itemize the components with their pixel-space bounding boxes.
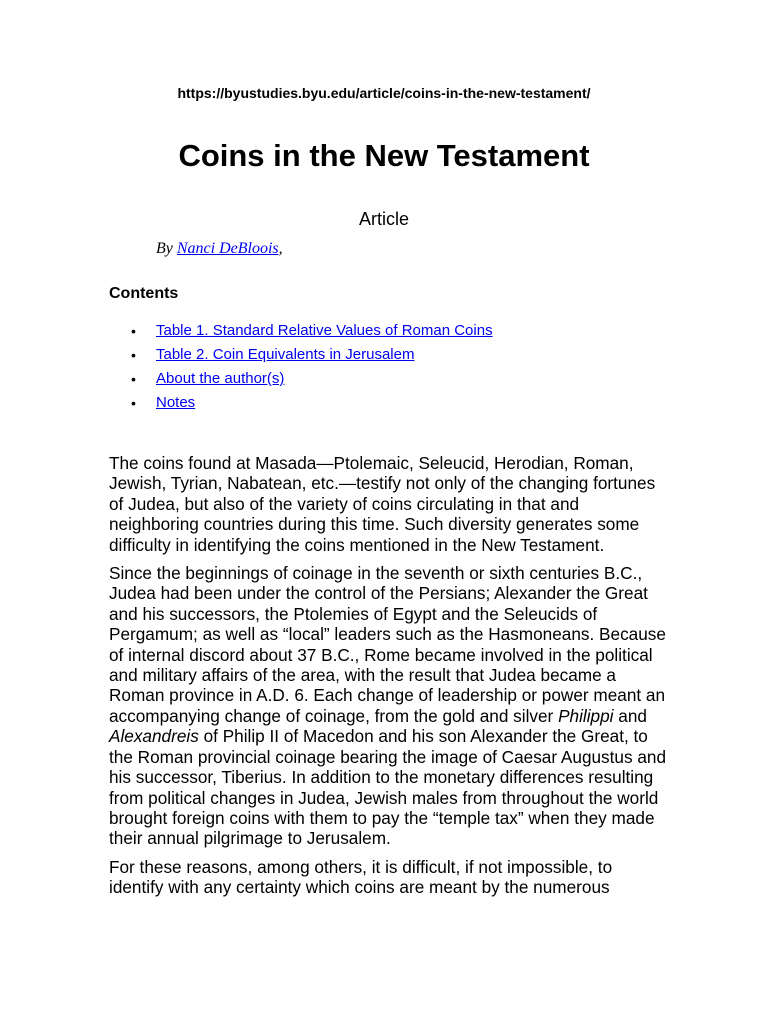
bullet-icon: • xyxy=(131,347,136,363)
paragraph-2-part-b: and xyxy=(613,705,647,726)
page-title: Coins in the New Testament xyxy=(178,138,590,173)
byline-suffix: , xyxy=(278,240,283,257)
contents-heading: Contents xyxy=(109,285,179,302)
bullet-icon: • xyxy=(131,395,136,411)
article-body xyxy=(109,453,669,906)
byline-prefix: By xyxy=(156,240,177,257)
term-philippi: Philippi xyxy=(558,705,614,726)
paragraph-2-part-c: of Philip II of Macedon and his son Alexander the Great, to the Roman provincial coinage bearing the image of Caesar Augustus and his successor, Tiberius. In addition to the monetary differences resulting from political changes in Judea, Jewish males from throughout the world brought foreign coins with them to pay the “temple tax” when they made their annual pilgrimage to Jerusalem. xyxy=(109,726,667,849)
toc-link-notes[interactable]: Notes xyxy=(156,394,196,411)
paragraph-3: For these reasons, among others, it is difficult, if not impossible, to identify with any certainty which coins are meant by the numerous xyxy=(109,856,613,898)
toc-item xyxy=(109,320,493,344)
bullet-icon: • xyxy=(131,371,136,387)
bullet-icon: • xyxy=(131,323,136,339)
paragraph-2 xyxy=(109,563,669,849)
paragraph-2-part-a: Since the beginnings of coinage in the seventh or sixth centuries B.C., Judea had been under the control of the Persians; Alexander the Great and his successors, the Ptolemies of Egypt and the Seleucids of Pergamum; as well as “local” leaders such as the Hasmoneans. Because of internal discord about 37 B.C., Rome became involved in the political and military affairs of the area, with the result that Judea became a Roman province in A.D. 6. Each change of leadership or power meant an accompanying change of coinage, from the gold and silver xyxy=(109,563,666,726)
table-of-contents xyxy=(109,320,493,416)
toc-item xyxy=(109,368,493,392)
term-alexandreis: Alexandreis xyxy=(109,726,199,747)
author-link[interactable]: Nanci DeBloois xyxy=(176,240,279,257)
source-url: https://byustudies.byu.edu/article/coins-in-the-new-testament/ xyxy=(177,85,591,101)
toc-link-about-authors[interactable]: About the author(s) xyxy=(156,370,285,387)
toc-item xyxy=(109,392,493,416)
toc-link-table-1[interactable]: Table 1. Standard Relative Values of Roman Coins xyxy=(156,322,493,339)
toc-item xyxy=(109,344,493,368)
paragraph-1: The coins found at Masada—Ptolemaic, Seleucid, Herodian, Roman, Jewish, Tyrian, Nabatean, etc.—testify not only of the changing fortunes of Judea, but also of the variety of coins circulating in that and neighboring countries during this time. Such diversity generates some difficulty in identifying the coins mentioned in the New Testament. xyxy=(109,453,656,555)
toc-link-table-2[interactable]: Table 2. Coin Equivalents in Jerusalem xyxy=(156,346,415,363)
byline xyxy=(156,240,283,258)
article-type-label: Article xyxy=(358,209,409,229)
